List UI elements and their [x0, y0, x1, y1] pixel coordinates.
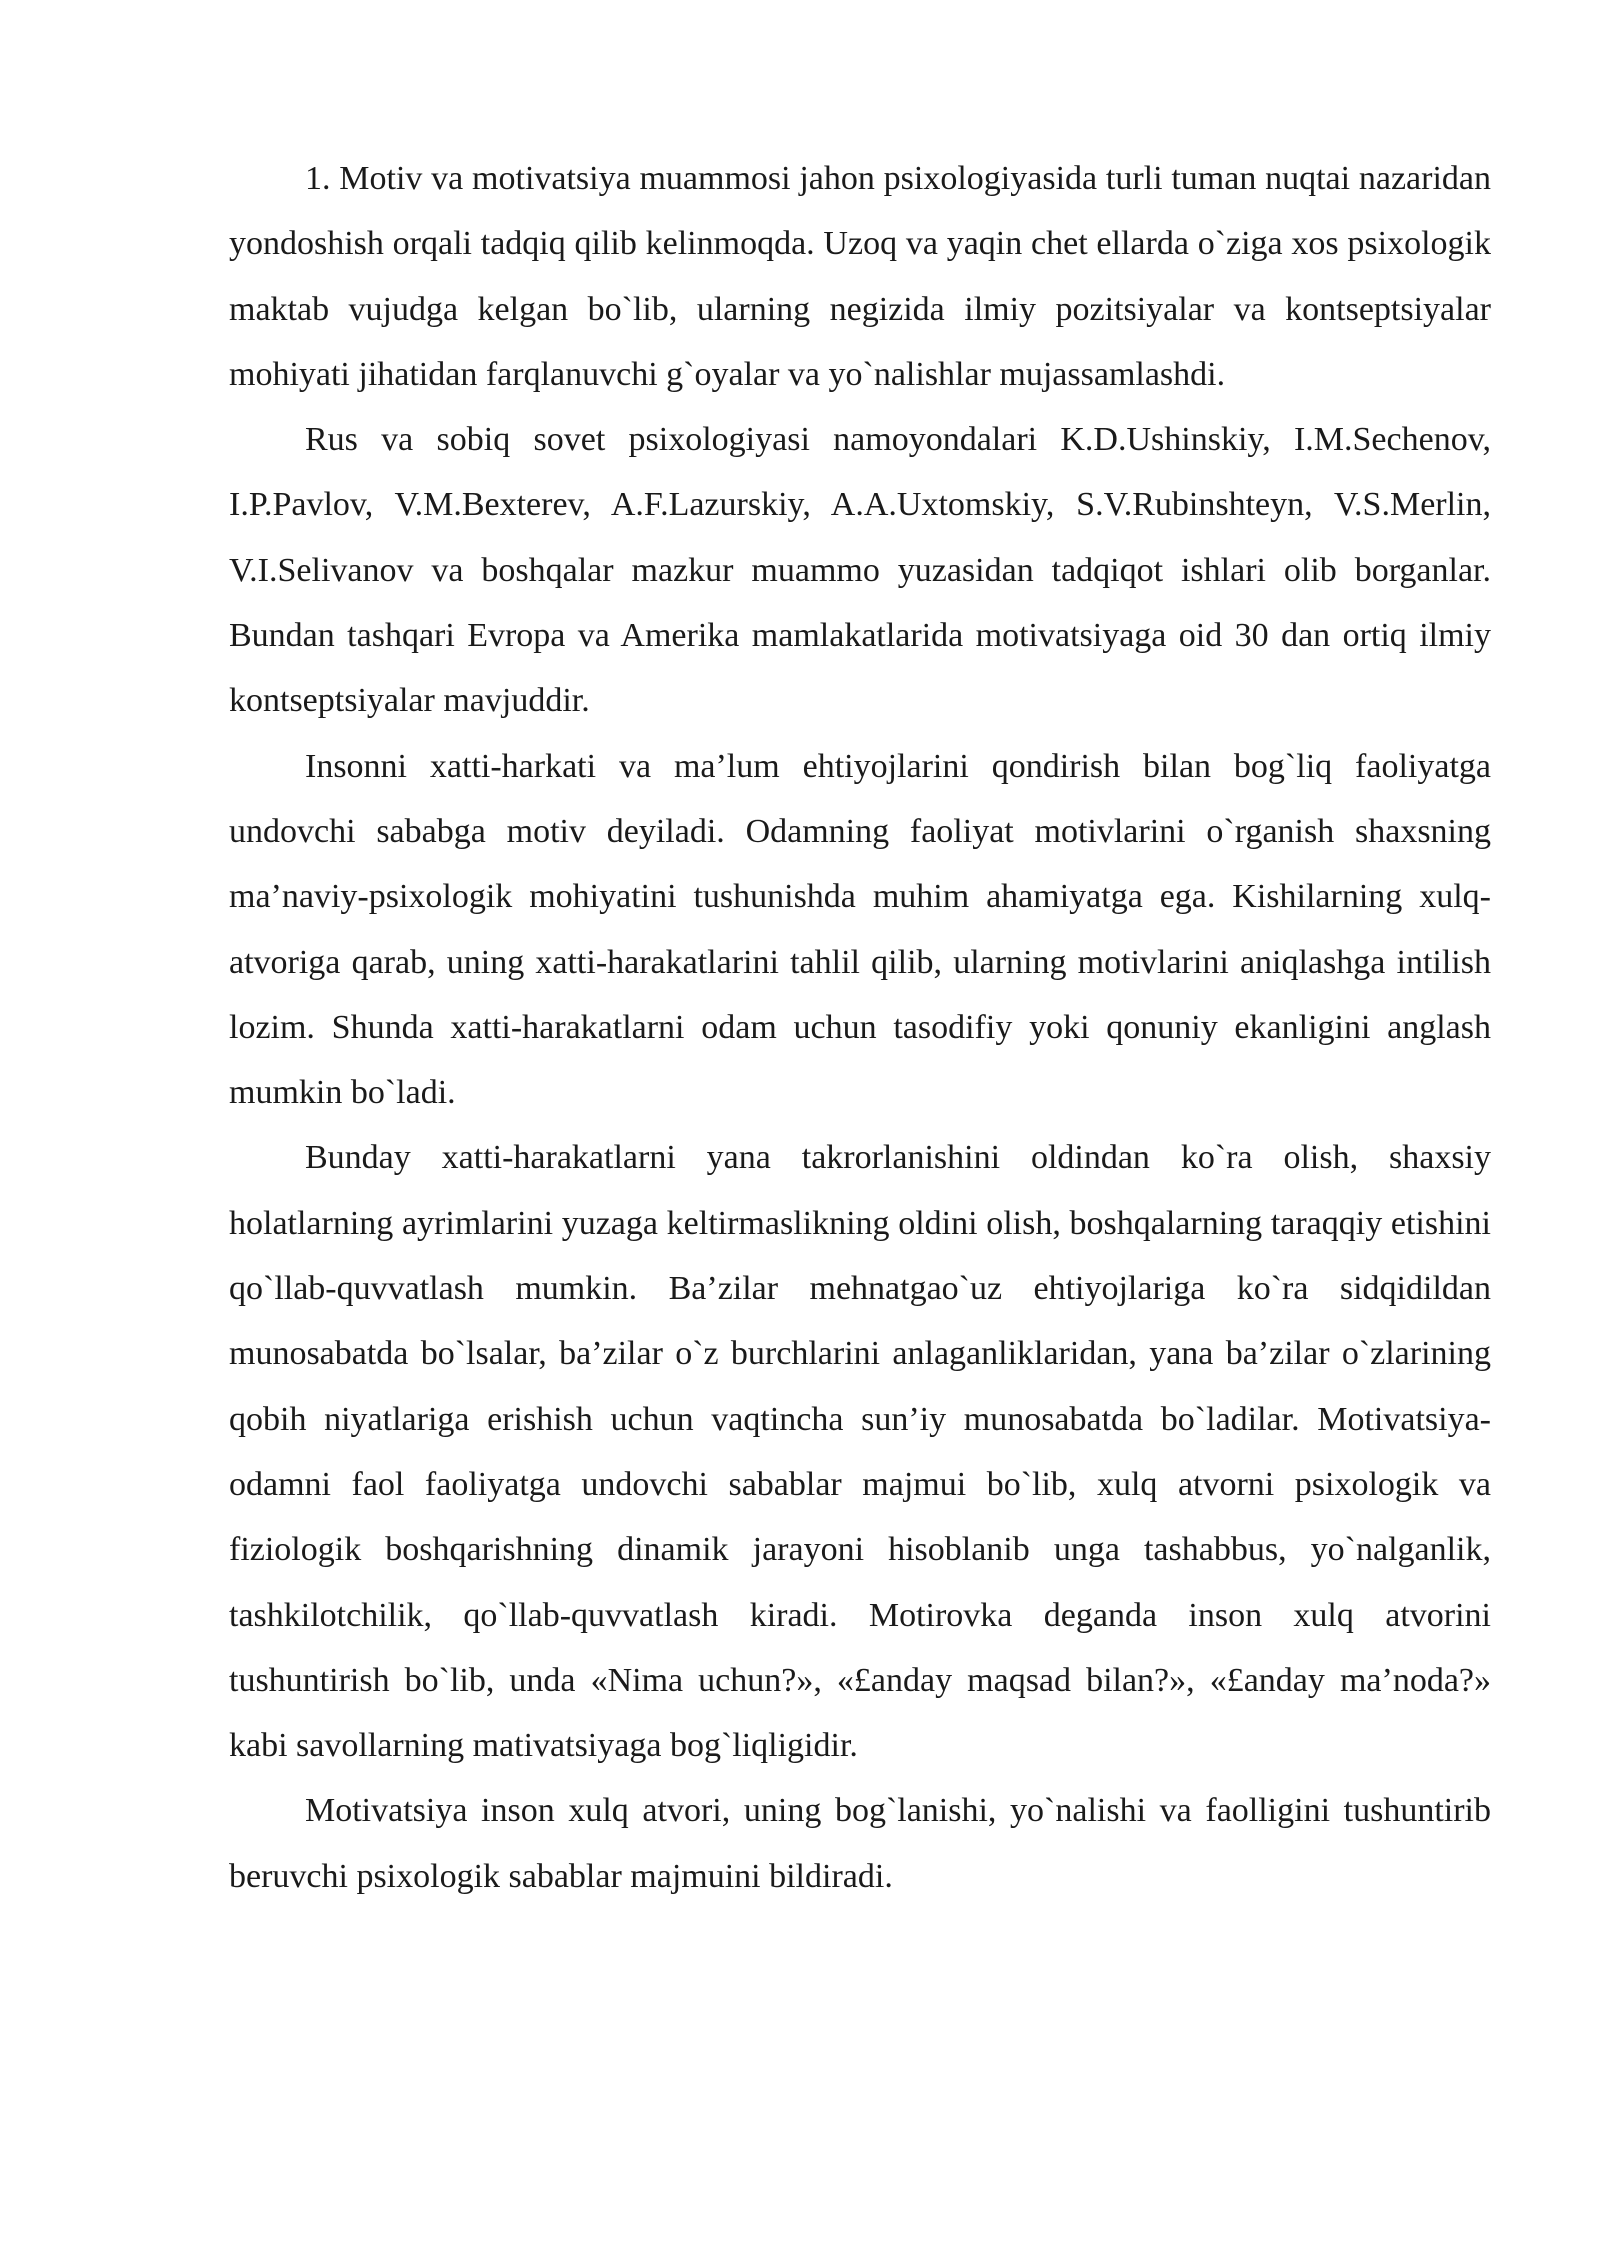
paragraph-1: 1. Motiv va motivatsiya muammosi jahon psixologiyasida turli tuman nuqtai nazaridan yondoshish orqali tadqiq qilib kelinmoqda. Uzoq va yaqin chet ellarda o`ziga xos psixologik maktab vujudga kelgan bo`lib, ularning negizida ilmiy pozitsiyalar va kontseptsiyalar mohiyati jihatidan farqlanuvchi g`oyalar va yo`nalishlar mujassamlashdi. [229, 160, 1491, 393]
document-body [229, 146, 1491, 1909]
paragraph-5: Motivatsiya inson xulq atvori, uning bog`lanishi, yo`nalishi va faolligini tushuntirib beruvchi psixologik sabablar majmuini bildiradi. [229, 1792, 1491, 1895]
paragraph-3: Insonni xatti-harkati va ma’lum ehtiyojlarini qondirish bilan bog`liq faoliyatga undovchi sababga motiv deyiladi. Odamning faoliyat motivlarini o`rganish shaxsning ma’naviy-psixologik mohiyatini tushunishda muhim ahamiyatga ega. Kishilarning xulq-atvoriga qarab, uning xatti-harakatlarini tahlil qilib, ularning motivlarini aniqlashga intilish lozim. Shunda xatti-harakatlarni odam uchun tasodifiy yoki qonuniy ekanligini anglash mumkin bo`ladi. [229, 747, 1491, 1112]
paragraph-2: Rus va sobiq sovet psixologiyasi namoyondalari K.D.Ushinskiy, I.M.Sechenov, I.P.Pavlov, V.M.Bexterev, A.F.Lazurskiy, A.A.Uxtomskiy, S.V.Rubinshteyn, V.S.Merlin, V.I.Selivanov va boshqalar mazkur muammo yuzasidan tadqiqot ishlari olib borganlar. Bundan tashqari Evropa va Amerika mamlakatlarida motivatsiyaga oid 30 dan ortiq ilmiy kontseptsiyalar mavjuddir. [229, 421, 1491, 720]
paragraph-4: Bunday xatti-harakatlarni yana takrorlanishini oldindan ko`ra olish, shaxsiy holatlarning ayrimlarini yuzaga keltirmaslikning oldini olish, boshqalarning taraqqiy etishini qo`llab-quvvatlash mumkin. Ba’zilar mehnatgao`uz ehtiyojlariga ko`ra sidqidildan munosabatda bo`lsalar, ba’zilar o`z burchlarini anlaganliklaridan, yana ba’zilar o`zlarining qobih niyatlariga erishish uchun vaqtincha sun’iy munosabatda bo`ladilar. Motivatsiya- odamni faol faoliyatga undovchi sabablar majmui bo`lib, xulq atvorni psixologik va fiziologik boshqarishning dinamik jarayoni hisoblanib unga tashabbus, yo`nalganlik, tashkilotchilik, qo`llab-quvvatlash kiradi. Motirovka deganda inson xulq atvorini tushuntirish bo`lib, unda «Nima uchun?», «£anday maqsad bilan?», «£anday ma’noda?» kabi savollarning mativatsiyaga bog`liqligidir. [229, 1139, 1491, 1765]
